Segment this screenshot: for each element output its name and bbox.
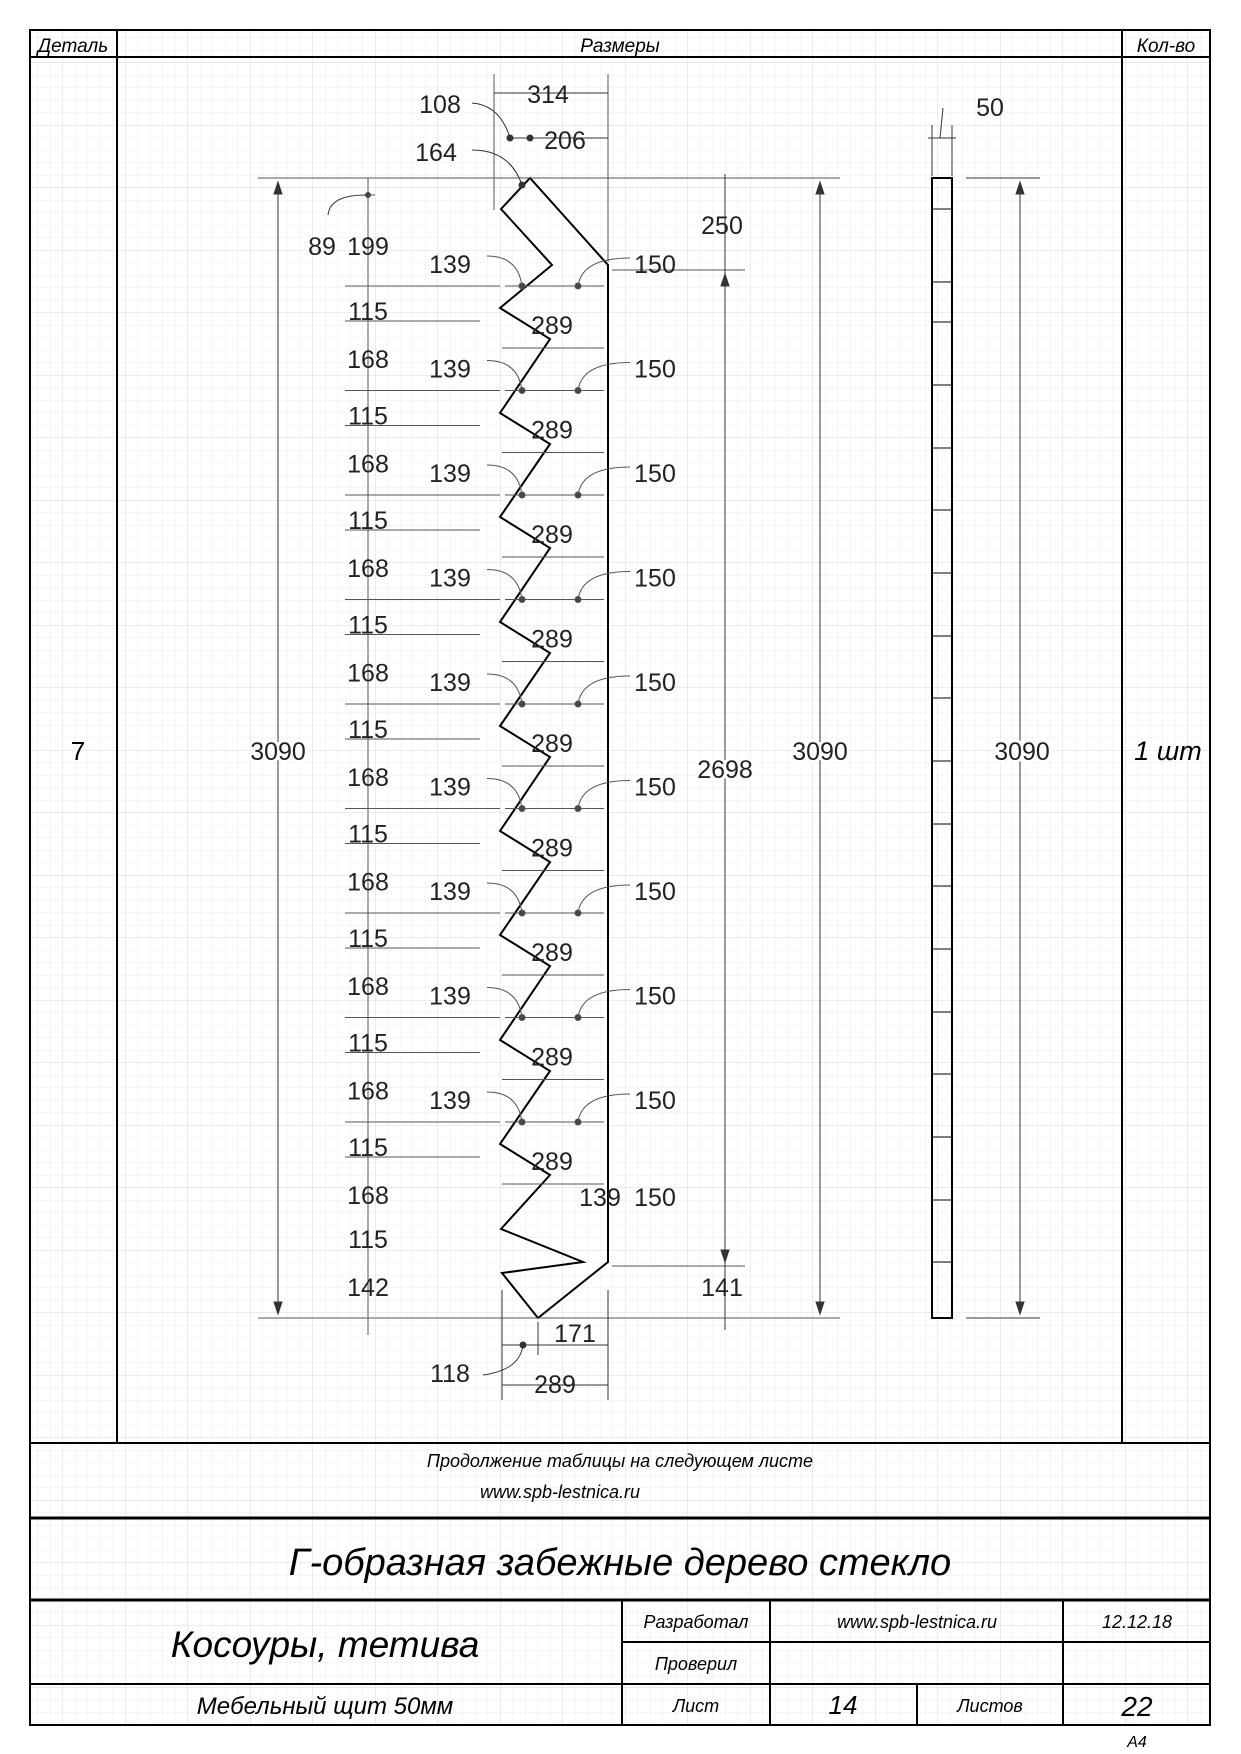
dim-118: 118 (430, 1360, 470, 1388)
dim-142: 142 (347, 1274, 389, 1302)
step-5-rise: 115 (348, 716, 388, 744)
dim-108: 108 (419, 91, 461, 119)
step-4-b: 150 (634, 564, 676, 593)
step-5-a: 139 (429, 669, 471, 697)
step-8-c: 168 (347, 1077, 389, 1106)
step-3-b: 150 (634, 460, 676, 488)
step-6-c: 168 (347, 868, 389, 897)
sheets-label: Листов (957, 1696, 1023, 1716)
header-dimensions: Размеры (580, 36, 660, 57)
step-2-c: 168 (347, 450, 389, 479)
step-1-c: 168 (347, 346, 389, 374)
dim-bottom-289: 289 (534, 1371, 576, 1399)
step-8-b: 150 (634, 982, 676, 1011)
step-5-c: 168 (347, 764, 389, 792)
dim-last-150: 150 (634, 1184, 676, 1212)
paper-format: А4 (1127, 1734, 1147, 1751)
step-4-c: 168 (347, 659, 389, 688)
step-1-rise: 115 (348, 298, 388, 326)
step-4-rise: 115 (348, 611, 388, 640)
header-quantity: Кол-во (1136, 36, 1196, 57)
step-2-rise: 115 (348, 402, 388, 431)
step-3-rise: 115 (348, 507, 388, 535)
step-7-a: 139 (429, 878, 471, 906)
dim-314: 314 (527, 81, 569, 109)
header-detail: Деталь (37, 36, 109, 57)
date: 12.12.18 (1101, 1612, 1173, 1632)
step-9-c: 168 (347, 1182, 389, 1210)
drawing-title: Г-образная забежные дерево стекло (288, 1542, 952, 1584)
dim-171: 171 (554, 1320, 596, 1348)
step-8-go: 289 (531, 1043, 573, 1072)
step-6-rise: 115 (348, 820, 388, 849)
dim-250: 250 (701, 212, 743, 240)
quantity-value: 1 шт (1134, 736, 1202, 766)
dim-3090-right: 3090 (792, 738, 848, 766)
step-3-c: 168 (347, 555, 389, 583)
step-9-b: 150 (634, 1087, 676, 1115)
continuation-note: Продолжение таблицы на следующем листе (426, 1451, 814, 1471)
sheets-total: 22 (1121, 1691, 1153, 1722)
step-5-b: 150 (634, 669, 676, 697)
sheet-number: 14 (828, 1690, 858, 1720)
step-7-c: 168 (347, 973, 389, 1001)
dim-141: 141 (701, 1274, 743, 1302)
step-2-go: 289 (531, 416, 573, 445)
detail-number: 7 (70, 736, 86, 766)
step-9-rise: 115 (348, 1134, 388, 1162)
checked-label: Проверил (654, 1654, 738, 1674)
step-7-rise: 115 (348, 925, 388, 953)
dim-last-115: 115 (348, 1226, 388, 1254)
step-1-b: 150 (634, 251, 676, 279)
part-name: Косоуры, тетива (170, 1624, 480, 1665)
material: Мебельный щит 50мм (196, 1693, 454, 1720)
step-9-a: 139 (429, 1087, 471, 1115)
step-4-a: 139 (429, 564, 471, 593)
dim-89: 89 (308, 233, 336, 261)
dim-last-139: 139 (579, 1184, 621, 1212)
step-2-b: 150 (634, 355, 676, 384)
step-9-go: 289 (531, 1148, 573, 1176)
dim-206: 206 (544, 127, 586, 155)
step-6-go: 289 (531, 834, 573, 863)
dim-164: 164 (415, 139, 457, 167)
dim-199: 199 (347, 233, 389, 261)
sheet-label: Лист (672, 1696, 720, 1716)
step-7-b: 150 (634, 878, 676, 906)
dim-50: 50 (976, 94, 1004, 122)
step-7-go: 289 (531, 939, 573, 967)
step-3-a: 139 (429, 460, 471, 488)
step-6-b: 150 (634, 773, 676, 802)
developed-label: Разработал (643, 1612, 749, 1632)
step-4-go: 289 (531, 625, 573, 654)
website-note: www.spb-lestnica.ru (479, 1482, 641, 1502)
step-1-a: 139 (429, 251, 471, 279)
developed-value: www.spb-lestnica.ru (836, 1612, 998, 1632)
step-8-rise: 115 (348, 1029, 388, 1058)
step-8-a: 139 (429, 982, 471, 1011)
step-2-a: 139 (429, 355, 471, 384)
dim-3090-left: 3090 (250, 738, 306, 766)
dim-3090-board: 3090 (994, 738, 1050, 766)
step-3-go: 289 (531, 521, 573, 549)
step-1-go: 289 (531, 312, 573, 340)
step-5-go: 289 (531, 730, 573, 758)
step-6-a: 139 (429, 773, 471, 802)
dim-2698: 2698 (697, 756, 753, 784)
